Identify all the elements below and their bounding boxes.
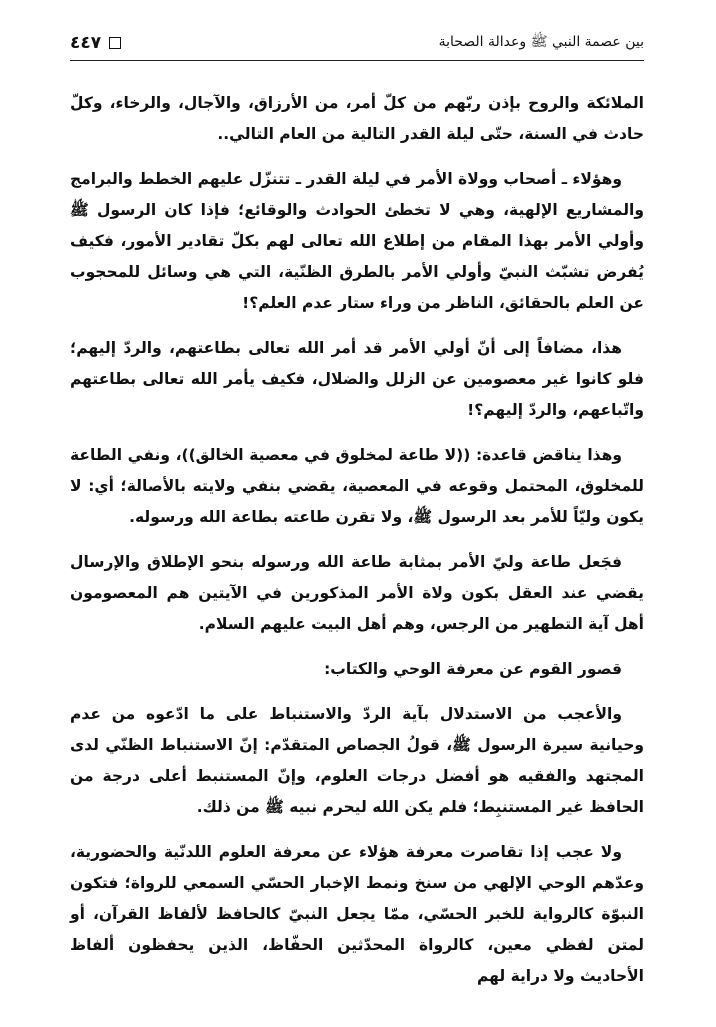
page-number: ٤٤٧ xyxy=(70,33,102,53)
header-rule xyxy=(70,60,644,61)
paragraph: وهؤلاء ـ أصحاب وولاة الأمر في ليلة القدر ـ تتنزّل عليهم الخطط والبرامج والمشاريع الإلهية، وهي لا تخطئ الحوادث والوقائع؛ فإذا كان الرسول ﷺ وأولي الأمر بهذا المقام من إطلاع الله تعالى لهم بكلّ تقادير الأمور، فكيف يُفرض تشبّث النبيّ وأولي الأمر بالطرق الظنّية، التي هي وسائل للمحجوب عن العلم بالحقائق، الناظر من وراء ستار عدم العلم؟! xyxy=(70,170,644,312)
paragraph: وهذا يناقض قاعدة: ((لا طاعة لمخلوق في معصية الخالق))، ونفي الطاعة للمخلوق، المحتمل وقوعه في المعصية، يقضي بنفي ولايته بالأصالة؛ أي: لا يكون وليّاً للأمر بعد الرسول ﷺ، ولا تقرن طاعته بطاعة الله ورسوله. xyxy=(70,446,644,526)
paragraph: هذا، مضافاً إلى أنّ أولي الأمر قد أمر الله تعالى بطاعتهم، والردّ إليهم؛ فلو كانوا غير معصومين عن الزلل والضلال، فكيف يأمر الله تعالى بطاعتهم واتّباعهم، والردّ إليهم؟! xyxy=(70,339,644,419)
paragraph: فجَعل طاعة وليّ الأمر بمثابة طاعة الله ورسوله بنحو الإطلاق والإرسال يقضي عند العقل بكون ولاة الأمر المذكورين في الآيتين هم المعصومون أهل آية التطهير من الرجس، وهم أهل البيت عليهم السلام. xyxy=(70,553,644,633)
header-left-group xyxy=(70,33,121,53)
paragraph: والأعجب من الاستدلال بآية الردّ والاستنباط على ما ادّعوه من عدم وحيانية سيرة الرسول ﷺ، قولُ الجصاص المتقدّم: إنّ الاستنباط الظنّي لدى المجتهد والفقيه هو أفضل درجات العلوم، وإنّ المستنبط أعلى درجة من الحافظ غير المستنبِط؛ فلم يكن الله ليحرم نبيه ﷺ من ذلك. xyxy=(70,705,644,816)
square-ornament-icon xyxy=(109,37,121,49)
running-title: بين عصمة النبي ﷺ وعدالة الصحابة xyxy=(438,34,644,50)
page-header xyxy=(70,30,644,56)
body-text xyxy=(70,88,644,1006)
section-heading: قصور القوم عن معرفة الوحي والكتاب: xyxy=(324,660,622,678)
paragraph: الملائكة والروح بإذن ربّهم من كلّ أمر، من الأرزاق، والآجال، والرخاء، وكلّ حادث في السنة، حتّى ليلة القدر التالية من العام التالي.. xyxy=(70,94,644,143)
paragraph: ولا عجب إذا تقاصرت معرفة هؤلاء عن معرفة العلوم اللدنّية والحضورية، وعدّهم الوحي الإلهي من سنخ ونمط الإخبار الحسّي السمعي للرواة؛ فتكون النبوّة كالرواية للخبر الحسّي، ممّا يجعل النبيّ كالحافظ لألفاظ القرآن، أو لمتن لفظي معين، كالرواة المحدّثين الحفّاظ، الذين يحفظون ألفاظ الأحاديث ولا دراية لهم xyxy=(70,843,644,985)
